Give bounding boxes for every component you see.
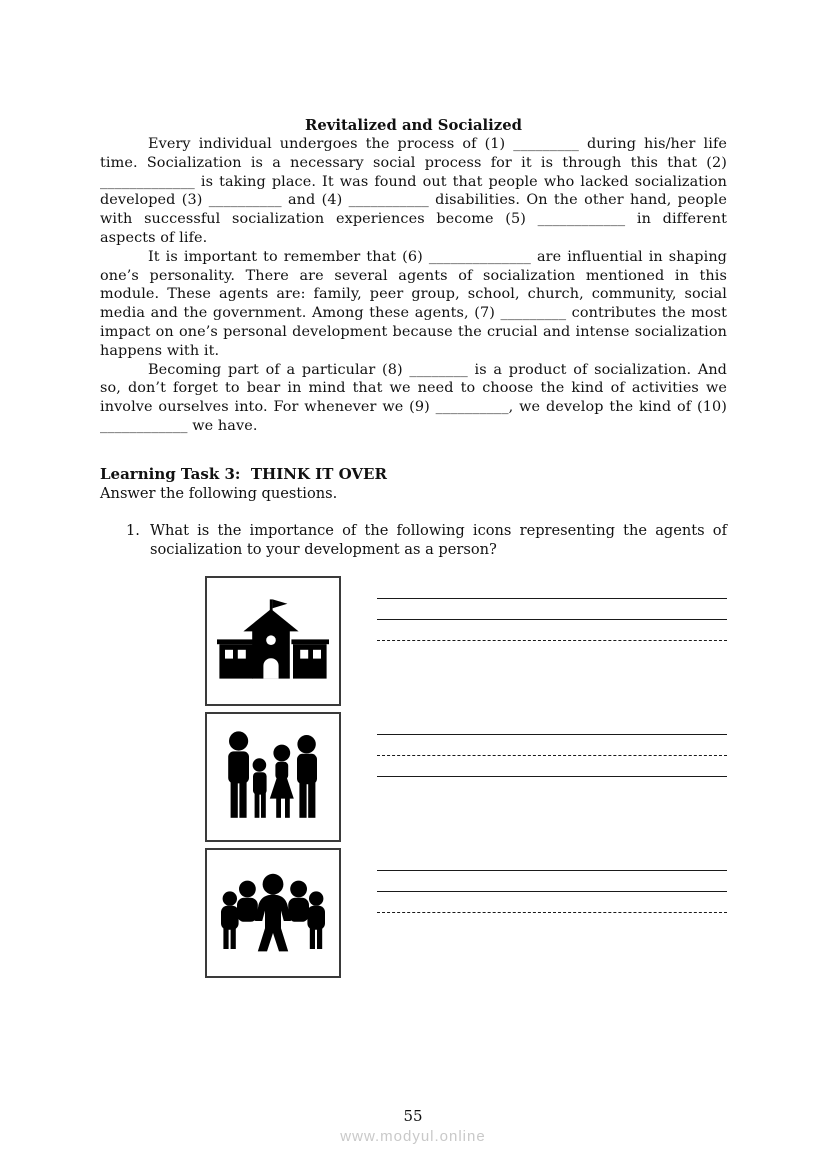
- family-icon-box: [205, 712, 341, 842]
- question-text: What is the importance of the following icons representing the agents of socialization to your development as a person?: [150, 521, 727, 559]
- task-heading: Learning Task 3: THINK IT OVER: [100, 464, 387, 483]
- answer-line[interactable]: [377, 756, 727, 777]
- page-content: [100, 116, 727, 984]
- family-icon: [221, 727, 325, 827]
- community-icon-box: [205, 848, 341, 978]
- page-number: 55: [403, 1107, 423, 1125]
- question-1: [100, 521, 727, 560]
- icon-row-school: [205, 576, 727, 706]
- school-icon-box: [205, 576, 341, 706]
- answer-lines-community: [377, 848, 727, 913]
- icon-row-family: [205, 712, 727, 842]
- community-icon: [217, 868, 329, 958]
- passage-paragraph-2: It is important to remember that (6) ______________ are influential in shaping one’s personality. There are several agents of socialization mentioned in this module. These agents are: family, peer group, school, church, community, social media and the government. Among these agents, (7) _________ contributes the most impact on one’s personal development because the crucial and intense socialization happens with it.: [100, 248, 727, 359]
- answer-line[interactable]: [377, 599, 727, 620]
- passage-paragraph-1: Every individual undergoes the process of (1) _________ during his/her life time. Socialization is a necessary social process for it is through this that (2) _____________ is taking place. It was found out that people who lacked socialization developed (3) __________ and (4) ___________ disabilities. On the other hand, people with successful socialization experiences become (5) ____________ in different aspects of life.: [100, 136, 727, 246]
- answer-line[interactable]: [377, 620, 727, 641]
- answer-line[interactable]: [377, 578, 727, 599]
- task-instruction: Answer the following questions.: [100, 484, 338, 502]
- page-footer: [0, 1106, 826, 1145]
- passage-paragraph-3: Becoming part of a particular (8) ________ is a product of socialization. And so, don’t forget to bear in mind that we need to choose the kind of activities we involve ourselves into. For whenever we (9) __________, we develop the kind of (10) ____________ we have.: [100, 361, 727, 434]
- answer-line[interactable]: [377, 735, 727, 756]
- icon-row-community: [205, 848, 727, 978]
- watermark: www.modyul.online: [340, 1128, 486, 1145]
- answer-lines-school: [377, 576, 727, 641]
- answer-line[interactable]: [377, 871, 727, 892]
- passage-title: Revitalized and Socialized: [305, 117, 522, 134]
- answer-lines-family: [377, 712, 727, 777]
- answer-line[interactable]: [377, 892, 727, 913]
- question-number: 1.: [126, 521, 140, 539]
- school-icon: [217, 595, 329, 687]
- answer-line[interactable]: [377, 714, 727, 735]
- answer-line[interactable]: [377, 850, 727, 871]
